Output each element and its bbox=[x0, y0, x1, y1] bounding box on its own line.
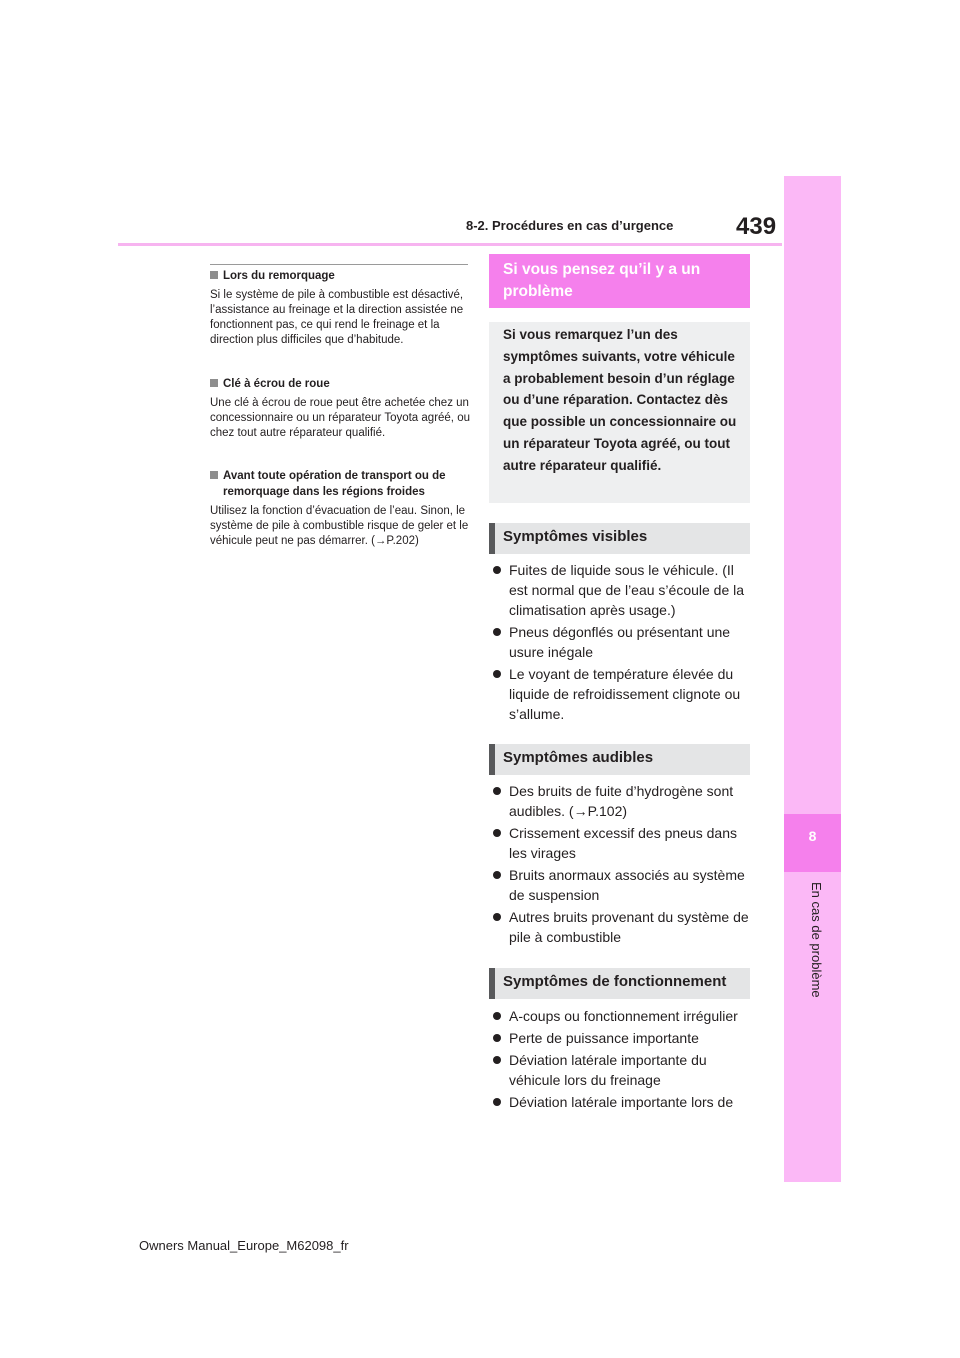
heading-operation-symptoms: Symptômes de fonctionnement bbox=[489, 968, 750, 999]
page-number: 439 bbox=[736, 213, 777, 240]
note-heading bbox=[210, 468, 472, 500]
section-title: 8-2. Procédures en cas d’urgence bbox=[466, 218, 674, 233]
notes-rule bbox=[210, 264, 468, 265]
note-title: Lors du remorquage bbox=[223, 270, 335, 282]
square-bullet-icon bbox=[210, 471, 218, 479]
note-wheel-nut-wrench bbox=[210, 376, 472, 441]
list-item bbox=[491, 1092, 753, 1112]
list-item bbox=[491, 1006, 753, 1026]
bullet-icon bbox=[493, 628, 501, 636]
list-item bbox=[491, 907, 753, 947]
list-item-text: Fuites de liquide sous le véhicule. (Il est normal que de l’eau s’écoule de la climatisation après usage.) bbox=[509, 562, 745, 618]
list-item-text: Crissement excessif des pneus dans les virages bbox=[509, 825, 737, 861]
visible-symptoms-list bbox=[491, 560, 753, 726]
footer-document-id: Owners Manual_Europe_M62098_fr bbox=[139, 1238, 349, 1253]
note-heading bbox=[210, 376, 472, 392]
list-item bbox=[491, 1028, 753, 1048]
list-item bbox=[491, 781, 753, 821]
list-item bbox=[491, 823, 753, 863]
section-banner: Si vous pensez qu’il y a un problème bbox=[489, 254, 750, 308]
header-rule bbox=[118, 243, 782, 246]
bullet-icon bbox=[493, 1034, 501, 1042]
list-item bbox=[491, 560, 753, 620]
bullet-icon bbox=[493, 871, 501, 879]
list-item bbox=[491, 1050, 753, 1090]
list-item-text: Pneus dégonflés ou présentant une usure inégale bbox=[509, 624, 731, 660]
chapter-number: 8 bbox=[808, 828, 817, 844]
list-item bbox=[491, 664, 753, 724]
bullet-icon bbox=[493, 1098, 501, 1106]
list-item-text: Déviation latérale importante du véhicule lors du freinage bbox=[509, 1052, 707, 1088]
list-item-text: Autres bruits provenant du système de pile à combustible bbox=[509, 909, 749, 945]
bullet-icon bbox=[493, 829, 501, 837]
chapter-side-tab bbox=[784, 176, 841, 1182]
list-item-text: Des bruits de fuite d’hydrogène sont audibles. (→P.102) bbox=[509, 783, 734, 819]
list-item bbox=[491, 622, 753, 662]
note-title: Avant toute opération de transport ou de remorquage dans les régions froides bbox=[223, 470, 446, 498]
note-cold-regions bbox=[210, 468, 472, 549]
square-bullet-icon bbox=[210, 271, 218, 279]
bullet-icon bbox=[493, 566, 501, 574]
bullet-icon bbox=[493, 787, 501, 795]
list-item-text: Le voyant de température élevée du liquide de refroidissement clignote ou s’allume. bbox=[509, 666, 741, 722]
heading-audible-symptoms: Symptômes audibles bbox=[489, 744, 750, 775]
note-body: Utilisez la fonction d’évacuation de l’eau. Sinon, le système de pile à combustible risque de geler et le véhicule peut ne pas démarrer. (→P.202) bbox=[210, 505, 469, 547]
audible-symptoms-list bbox=[491, 781, 753, 949]
list-item-text: A-coups ou fonctionnement irrégulier bbox=[509, 1008, 738, 1024]
bullet-icon bbox=[493, 1012, 501, 1020]
note-body: Si le système de pile à combustible est désactivé, l’assistance au freinage et la direction assistée ne fonctionnent pas, ce qui rend le freinage et la direction plus difficiles que d’habitude. bbox=[210, 289, 464, 346]
heading-visible-symptoms: Symptômes visibles bbox=[489, 523, 750, 554]
note-body: Une clé à écrou de roue peut être achetée chez un concessionnaire ou un réparateur Toyota agréé, ou chez tout autre réparateur qualifié. bbox=[210, 397, 470, 439]
bullet-icon bbox=[493, 1056, 501, 1064]
square-bullet-icon bbox=[210, 379, 218, 387]
operation-symptoms-list bbox=[491, 1006, 753, 1114]
bullet-icon bbox=[493, 670, 501, 678]
bullet-icon bbox=[493, 913, 501, 921]
note-towing bbox=[210, 268, 472, 348]
list-item-text: Déviation latérale importante lors de bbox=[509, 1094, 734, 1110]
intro-panel: Si vous remarquez l’un des symptômes suivants, votre véhicule a probablement besoin d’un réglage ou d’une réparation. Contactez dès que possible un concessionnaire ou un réparateur Toyota agréé, ou tout autre réparateur qualifié. bbox=[489, 322, 750, 503]
note-heading bbox=[210, 268, 472, 284]
note-title: Clé à écrou de roue bbox=[223, 378, 330, 390]
list-item bbox=[491, 865, 753, 905]
chapter-title: En cas de problème bbox=[809, 882, 824, 998]
list-item-text: Bruits anormaux associés au système de suspension bbox=[509, 867, 745, 903]
list-item-text: Perte de puissance importante bbox=[509, 1030, 699, 1046]
